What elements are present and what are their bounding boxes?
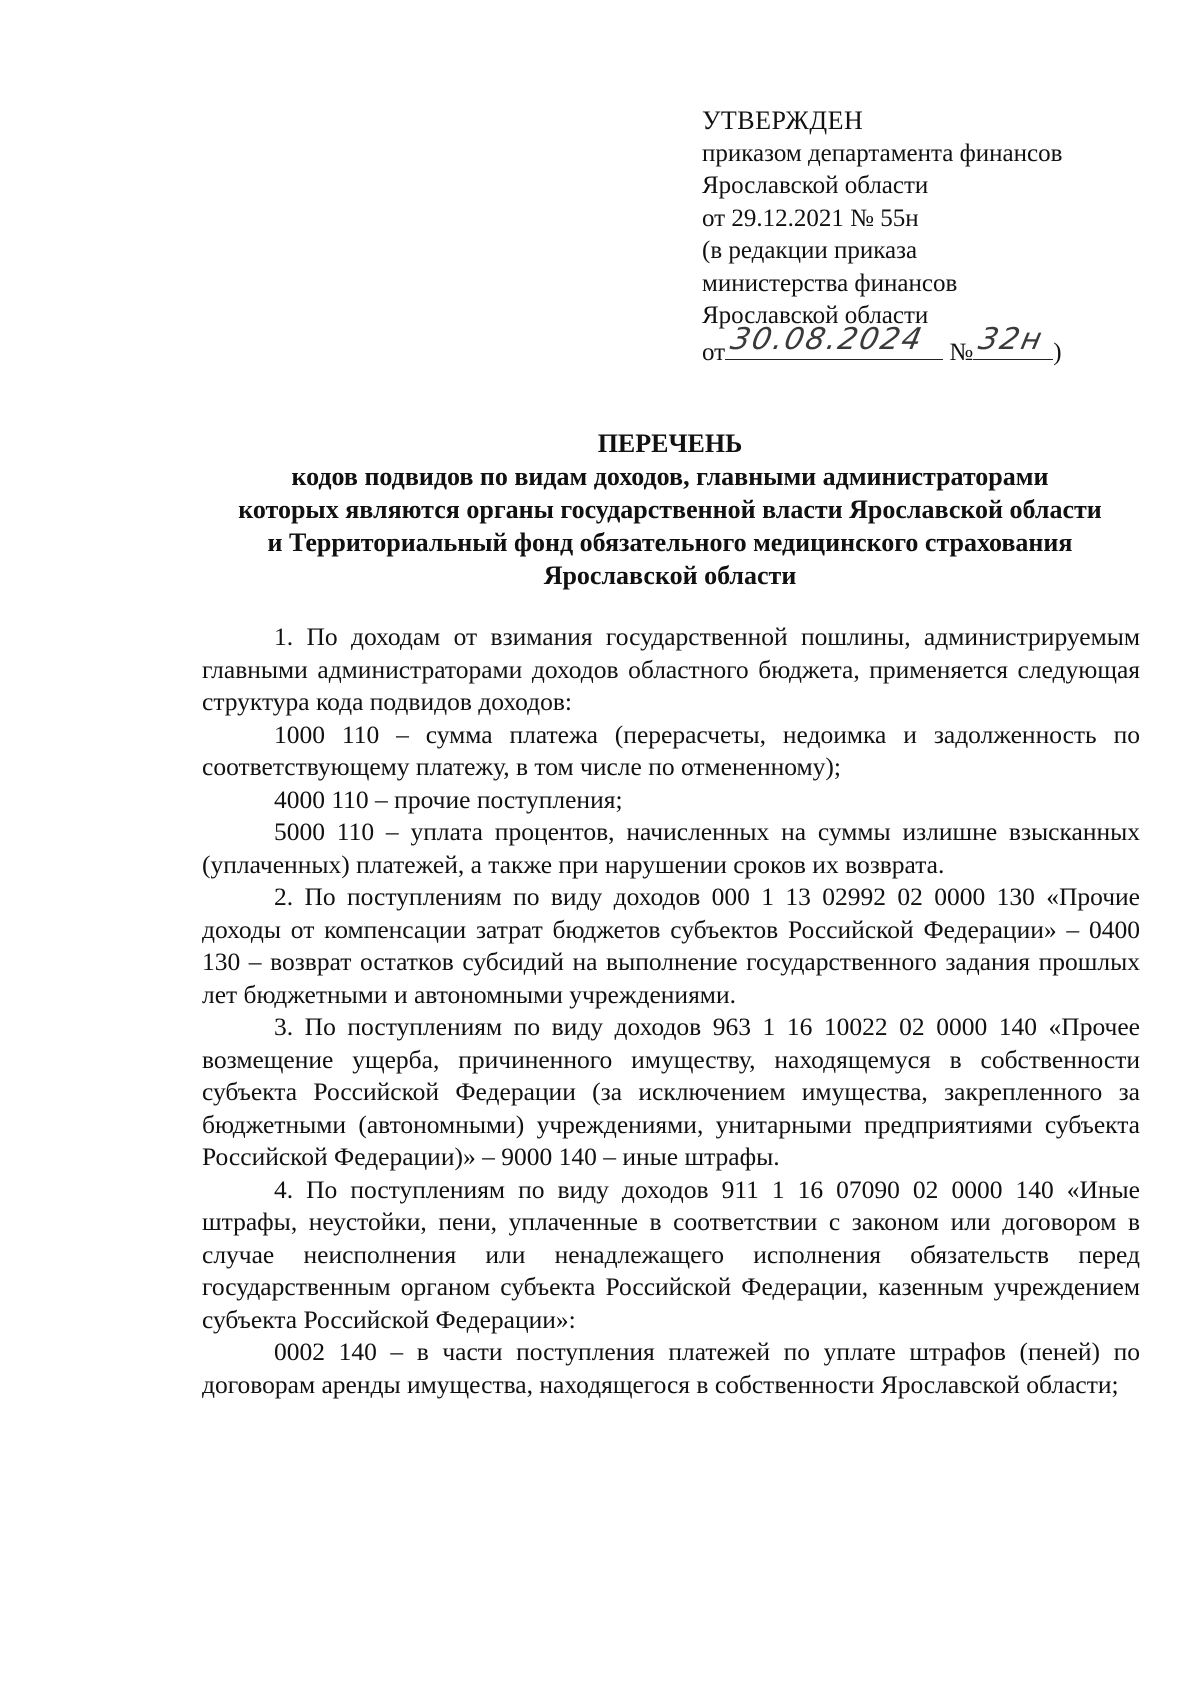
heading-line-1: кодов подвидов по видам доходов, главными администраторами [291, 462, 1049, 491]
approval-signature-row [702, 322, 1172, 367]
approval-line-4: (в редакции приказа [702, 237, 918, 264]
approval-title: УТВЕРЖДЕН [702, 106, 864, 135]
heading-line-2: которых являются органы государственной власти Ярославской области [238, 495, 1102, 524]
approval-line-6: Ярославской области [702, 302, 929, 329]
approval-line-1: приказом департамента финансов [702, 139, 1063, 167]
closing-paren: ) [1053, 338, 1062, 366]
paragraph-4: 4. По поступлениям по виду доходов 911 1 16 07090 02 0000 140 «Иные штрафы, неустойки, пени, уплаченные в соответствии с законом или договором в случае неисполнения или ненадлежащего исполнения обязательств перед государственным органом субъекта Российской Федерации, казенным учреждением субъекта Российской Федерации»: [202, 1174, 1140, 1334]
paragraph-2: 2. По поступлениям по виду доходов 000 1 13 02992 02 0000 130 «Прочие доходы от компенсации затрат бюджетов субъектов Российской Федерации» – 0400 130 – возврат остатков субсидий на выполнение государственного задания прошлых лет бюджетными и автономными учреждениями. [202, 882, 1140, 1009]
paragraph-3: 3. По поступлениям по виду доходов 963 1 16 10022 02 0000 140 «Прочее возмещение ущерба, причиненного имуществу, находящемуся в собственности субъекта Российской Федерации (за исключением имущества, закрепленного за бюджетными (автономными) учреждениями, унитарными предприятиями субъекта Российской Федерации)» – 9000 140 – иные штрафы. [202, 1012, 1140, 1171]
document-heading [200, 427, 1140, 592]
approval-line-3: от 29.12.2021 № 55н [702, 204, 919, 232]
handwritten-number: 32н [975, 322, 1047, 357]
date-blank [725, 322, 943, 360]
paragraph-1: 1. По доходам от взимания государственной пошлины, администрируемым главными администраторами доходов областного бюджета, применяется следующая структура кода подвидов доходов: [202, 622, 1140, 716]
approval-block [702, 105, 1172, 367]
heading-line-4: Ярославской области [543, 561, 797, 590]
heading-line-3: и Территориальный фонд обязательного медицинского страхования [267, 528, 1073, 557]
paragraph-5000-110: 5000 110 – уплата процентов, начисленных на суммы излишне взысканных (уплаченных) платежей, а также при нарушении сроков их возврата. [202, 817, 1140, 879]
paragraph-4000-110: 4000 110 – прочие поступления; [274, 784, 623, 814]
approval-line-5: министерства финансов [702, 269, 958, 297]
paragraph-1000-110: 1000 110 – сумма платежа (перерасчеты, недоимка и задолженность по соответствующему платежу, в том числе по отмененному); [202, 719, 1140, 781]
document-title: ПЕРЕЧЕНЬ [597, 429, 743, 458]
paragraph-0002-140: 0002 140 – в части поступления платежей по уплате штрафов (пеней) по договорам аренды имущества, находящегося в собственности Ярославской области; [202, 1337, 1140, 1399]
approval-line-2: Ярославской области [702, 172, 929, 199]
number-label: № [949, 338, 974, 366]
from-label: от [702, 338, 726, 366]
handwritten-date: 30.08.2024 [727, 322, 927, 357]
number-blank [973, 322, 1053, 360]
document-body [202, 621, 1140, 1401]
